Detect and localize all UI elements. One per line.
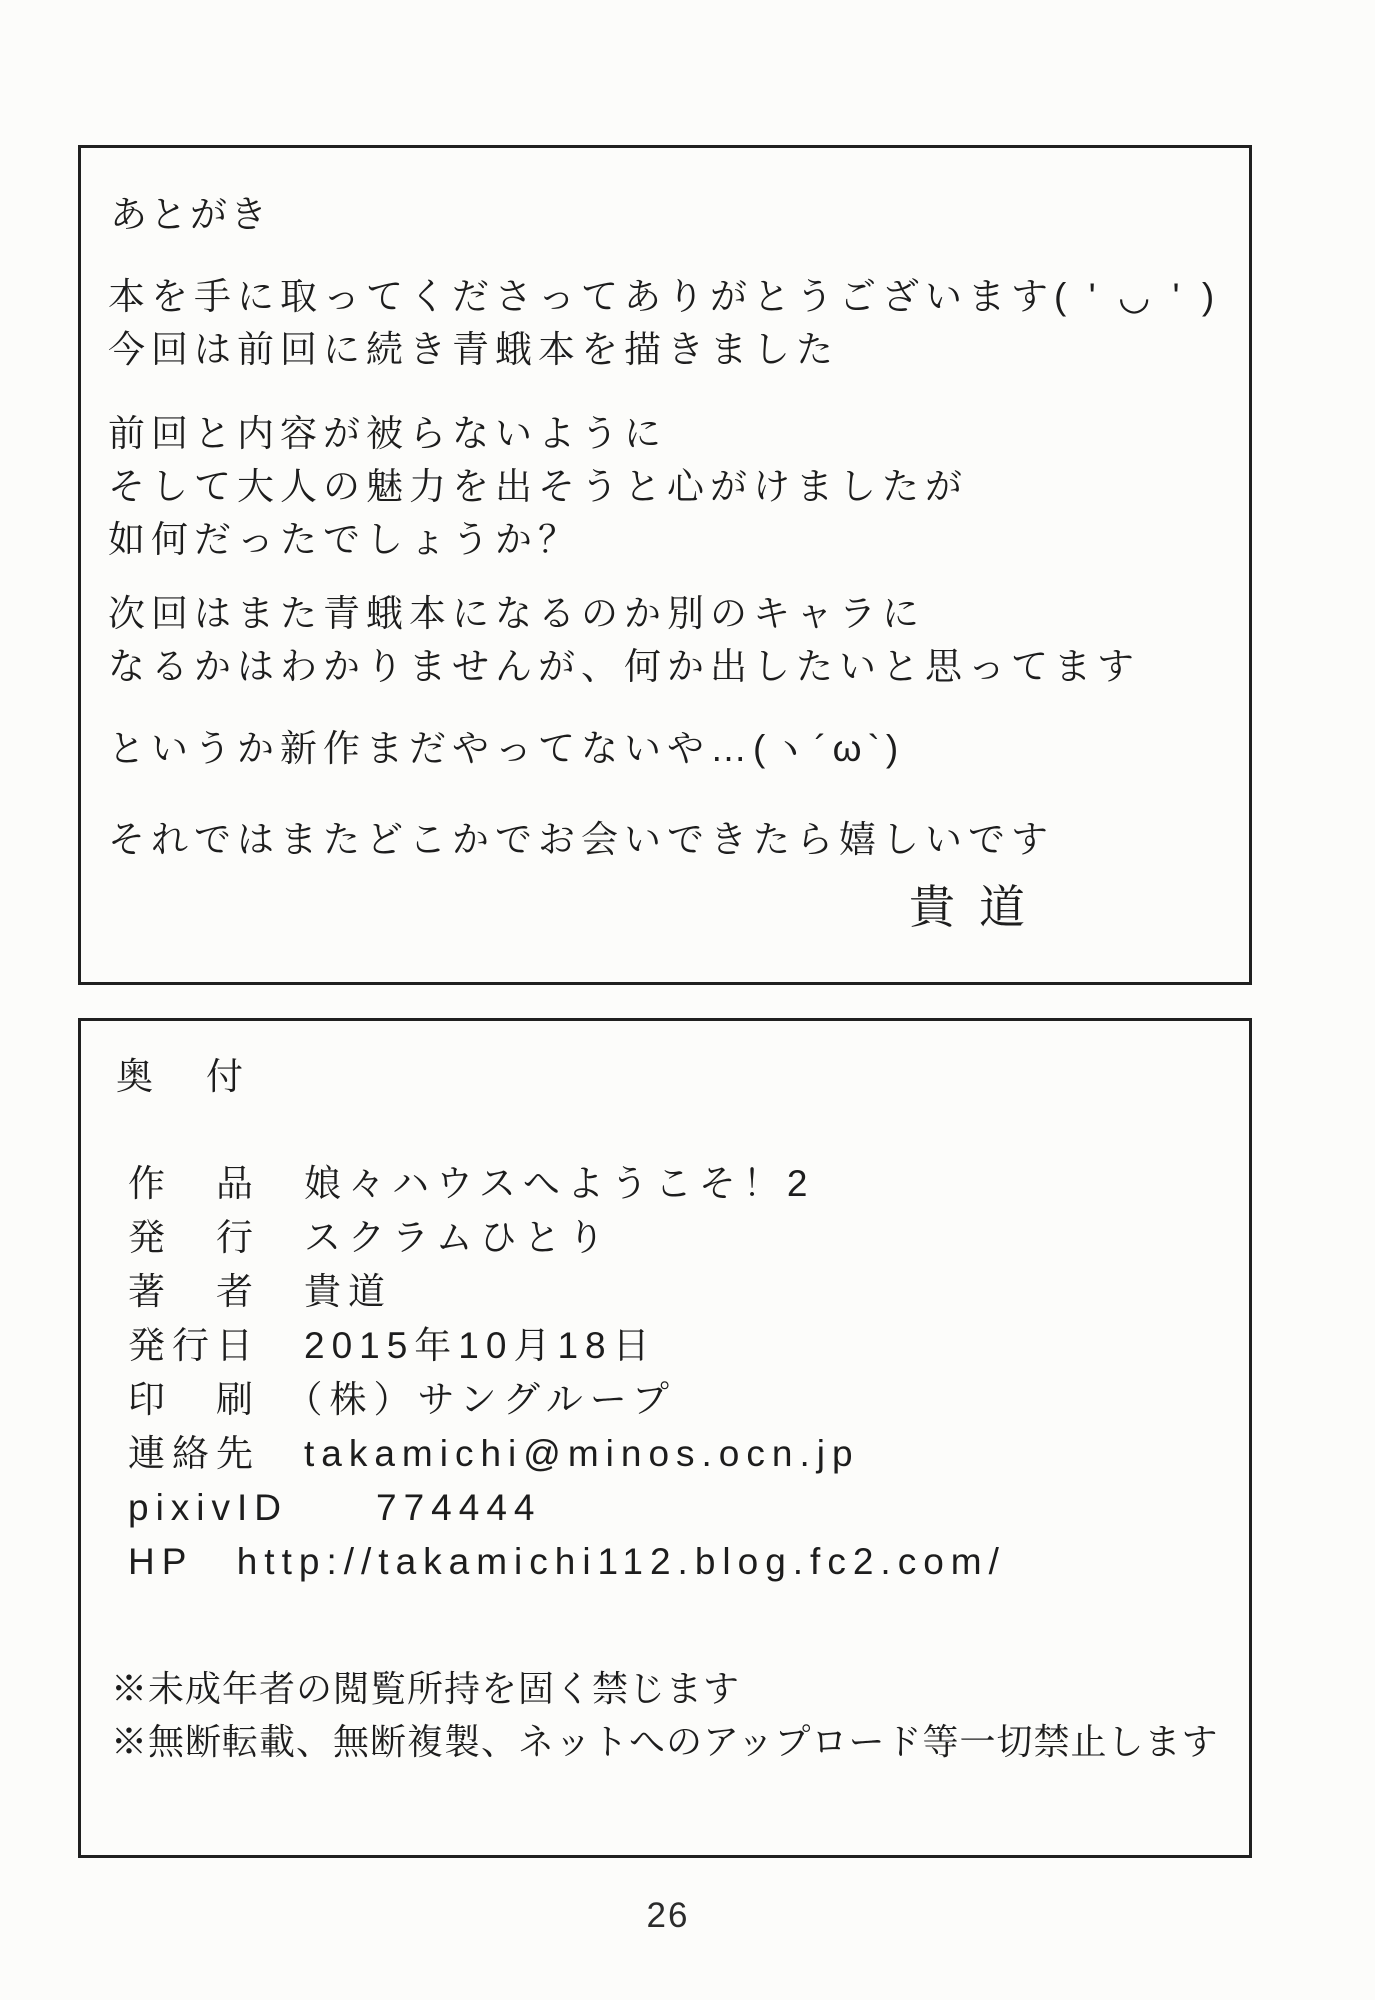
afterword-line: 前回と内容が被らないように (108, 413, 667, 454)
afterword-paragraph (108, 407, 968, 566)
colophon-title: 奥 付 (116, 1056, 251, 1097)
afterword-paragraph (108, 722, 904, 775)
colophon-notice: ※未成年者の閲覧所持を固く禁じます (111, 1668, 741, 1709)
colophon-box (78, 1018, 1252, 1858)
afterword-line: というか新作まだやってないや…(ヽ´ω`) (108, 728, 905, 769)
colophon-row: 著 者 貴道 (128, 1271, 392, 1312)
afterword-paragraph (108, 813, 1054, 866)
afterword-line: なるかはわかりませんが、何か出したいと思ってます (108, 646, 1140, 687)
afterword-box (78, 145, 1252, 985)
colophon-row: pixivID 774444 (128, 1487, 542, 1528)
colophon-row: 発 行 スクラムひとり (128, 1217, 612, 1258)
page-number: 26 (646, 1896, 690, 1935)
afterword-title: あとがき (110, 194, 270, 235)
afterword-line: 次回はまた青蛾本になるのか別のキャラに (108, 593, 925, 634)
colophon-row: 作 品 娘々ハウスへようこそ！2 (128, 1163, 815, 1204)
colophon-notices (111, 1662, 1218, 1768)
colophon-row: 印 刷 （株）サングループ (128, 1379, 676, 1420)
colophon-row: HP http://takamichi112.blog.fc2.com/ (128, 1541, 1006, 1582)
afterword-line: 如何だったでしょうか？ (108, 519, 581, 560)
afterword-paragraph (108, 587, 1140, 693)
afterword-paragraph (108, 270, 1220, 376)
afterword-signature: 貴道 (909, 881, 1049, 933)
afterword-line: それではまたどこかでお会いできたら嬉しいです (108, 819, 1054, 860)
colophon-rows (128, 1157, 1006, 1589)
colophon-notice: ※無断転載、無断複製、ネットへのアップロード等一切禁止します (111, 1721, 1219, 1762)
colophon-row: 発行日 2015年10月18日 (128, 1325, 657, 1366)
afterword-line: そして大人の魅力を出そうと心がけましたが (108, 466, 968, 507)
afterword-line: 今回は前回に続き青蛾本を描きました (108, 329, 839, 370)
afterword-line: 本を手に取ってくださってありがとうございます( ' ◡ ' ) (108, 276, 1221, 317)
colophon-row: 連絡先 takamichi@minos.ocn.jp (128, 1433, 860, 1474)
